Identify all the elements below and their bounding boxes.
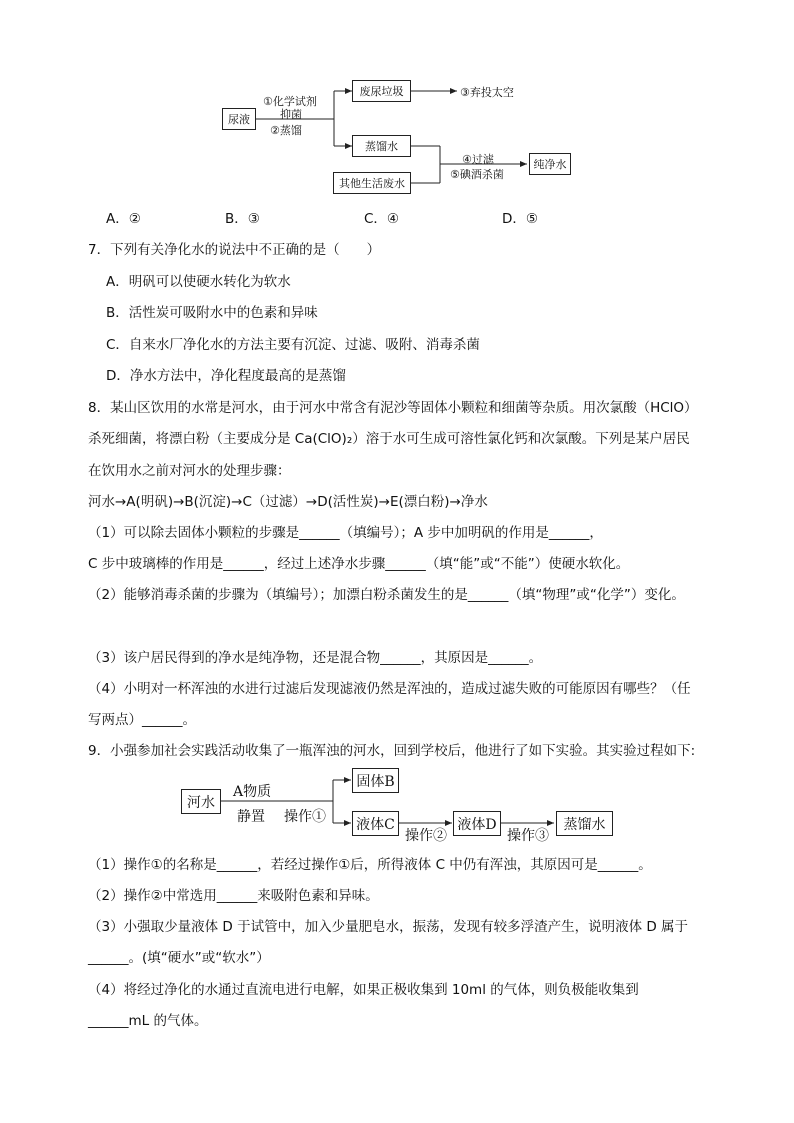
solid-b-box: 固体B bbox=[352, 768, 399, 793]
q9-part1: （1）操作①的名称是______，若经过操作①后，所得液体 C 中仍有浑浊，其原因可是______。 bbox=[88, 857, 652, 873]
label-operation-3: 操作③ bbox=[507, 828, 549, 844]
q8-part4-a: （4）小明对一杯浑浊的水进行过滤后发现滤液仍然是浑浊的，造成过滤失败的可能原因有哪些？（任 bbox=[88, 681, 691, 697]
distilled-water-box: 蒸馏水 bbox=[352, 135, 411, 157]
label-operation-2: 操作② bbox=[405, 828, 447, 844]
distilled-water-result-box: 蒸馏水 bbox=[556, 811, 613, 836]
waste-urine-box: 废尿垃圾 bbox=[352, 80, 411, 102]
label-operation-1: 操作① bbox=[284, 809, 326, 825]
q8-part4-b: 写两点）______。 bbox=[88, 712, 196, 728]
label-chemical-reagent: ①化学试剂 bbox=[263, 95, 317, 108]
q7-option-d: D．净水方法中，净化程度最高的是蒸馏 bbox=[106, 368, 346, 384]
q8-part3: （3）该户居民得到的净水是纯净物，还是混合物______，其原因是______。 bbox=[88, 650, 543, 666]
q9-part4-a: （4）将经过净化的水通过直流电进行电解，如果正极收集到 10ml 的气体，则负极能收集到 bbox=[88, 982, 639, 998]
q7-option-a: A．明矾可以使硬水转化为软水 bbox=[106, 274, 291, 290]
river-water-box: 河水 bbox=[181, 789, 221, 814]
q8-part1-b: C 步中玻璃棒的作用是______，经过上述净水步骤______（填“能”或“不能”）使硬水软化。 bbox=[88, 556, 630, 572]
q7-option-c: C．自来水厂净化水的方法主要有沉淀、过滤、吸附、消毒杀菌 bbox=[106, 337, 480, 353]
label-iodine-sterilize: ⑤碘酒杀菌 bbox=[450, 168, 504, 181]
q6-option-b: B．③ bbox=[225, 211, 260, 227]
pure-water-box: 纯净水 bbox=[529, 153, 571, 175]
q8-line2: 杀死细菌，将漂白粉（主要成分是 Ca(ClO)₂）溶于水可生成可溶性氯化钙和次氯酸。下列是某户居民 bbox=[88, 431, 690, 447]
q9-stem: 9．小强参加社会实践活动收集了一瓶浑浊的河水，回到学校后，他进行了如下实验。其实验过程如下: bbox=[88, 743, 696, 759]
q8-process: 河水→A(明矾)→B(沉淀)→C（过滤）→D(活性炭)→E(漂白粉)→净水 bbox=[88, 494, 488, 510]
label-discard-space: ③弃投太空 bbox=[460, 86, 514, 99]
q7-option-b: B．活性炭可吸附水中的色素和异味 bbox=[106, 305, 318, 321]
label-substance-a: A物质 bbox=[233, 784, 272, 800]
q8-part2: （2）能够消毒杀菌的步骤为（填编号）；加漂白粉杀菌发生的是______（填“物理”或“化学”）变化。 bbox=[88, 587, 685, 603]
urine-box: 尿液 bbox=[222, 108, 256, 130]
q9-part3-b: ______。(填“硬水”或“软水”） bbox=[88, 950, 270, 966]
other-wastewater-box: 其他生活废水 bbox=[333, 172, 411, 194]
liquid-d-box: 液体D bbox=[453, 811, 501, 836]
q6-option-a: A．② bbox=[106, 211, 141, 227]
q8-line3: 在饮用水之前对河水的处理步骤： bbox=[88, 463, 291, 479]
label-filter: ④过滤 bbox=[462, 153, 494, 166]
q9-part3-a: （3）小强取少量液体 D 于试管中，加入少量肥皂水，振荡，发现有较多浮渣产生，说明液体 D 属于 bbox=[88, 919, 689, 935]
q6-option-d: D．⑤ bbox=[502, 211, 538, 227]
label-standing: 静置 bbox=[237, 809, 265, 825]
q9-part2: （2）操作②中常选用______来吸附色素和异味。 bbox=[88, 888, 379, 904]
label-distillation: ②蒸馏 bbox=[270, 124, 302, 137]
q9-part4-b: ______mL 的气体。 bbox=[88, 1013, 208, 1029]
liquid-c-box: 液体C bbox=[352, 811, 399, 836]
q7-stem: 7．下列有关净化水的说法中不正确的是（ ） bbox=[88, 242, 381, 258]
q8-line1: 8．某山区饮用的水常是河水，由于河水中常含有泥沙等固体小颗粒和细菌等杂质。用次氯酸（HClO） bbox=[88, 400, 698, 416]
q6-option-c: C．④ bbox=[364, 211, 400, 227]
label-bacteriostasis: 抑菌 bbox=[280, 108, 302, 121]
q8-part1-a: （1）可以除去固体小颗粒的步骤是______（填编号）；A 步中加明矾的作用是______， bbox=[88, 525, 603, 541]
